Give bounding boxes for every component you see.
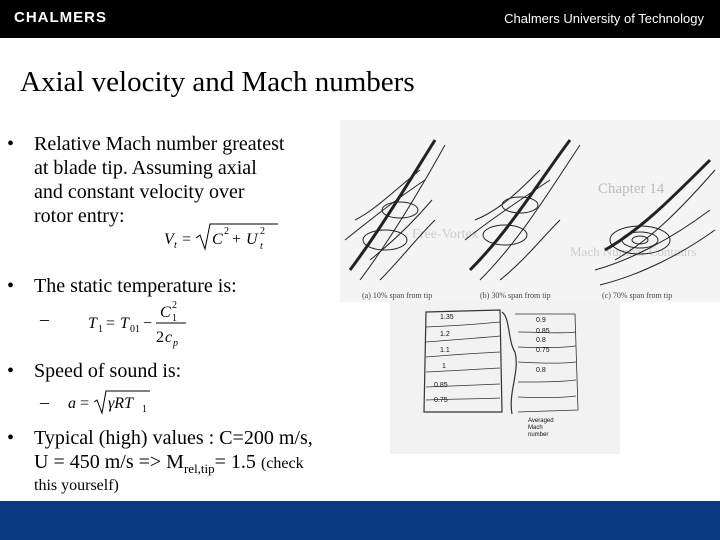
svg-text:C: C: [160, 304, 171, 321]
university-name: Chalmers University of Technology: [504, 11, 704, 26]
check-note-continued: this yourself): [34, 477, 119, 494]
svg-text:2: 2: [224, 226, 229, 237]
panel-caption: (a) 10% span from tip: [362, 291, 433, 300]
bullet-relative-mach: [7, 132, 285, 228]
svg-text:2: 2: [172, 300, 177, 311]
svg-text:=: =: [80, 395, 90, 412]
svg-text:t: t: [260, 241, 263, 252]
svg-text:T: T: [88, 315, 97, 332]
svg-text:a: a: [68, 395, 76, 412]
slide-title: Axial velocity and Mach numbers: [20, 66, 415, 98]
panel-caption: (c) 70% span from tip: [602, 291, 673, 300]
bullet-text: Speed of sound is:: [34, 360, 182, 382]
svg-text:1: 1: [98, 324, 103, 335]
bullet-dot: •: [7, 275, 15, 297]
contour-label: 0.85: [536, 328, 550, 335]
contour-label: 0.75: [434, 397, 448, 404]
svg-text:=: =: [106, 315, 116, 332]
averaged-mach-figure: [390, 302, 620, 454]
bullet-line: and constant velocity over: [34, 181, 245, 203]
averaged-mach-drawing: [390, 302, 620, 454]
faded-text: Mach Number Contours: [570, 244, 697, 259]
check-note: (check: [260, 455, 304, 472]
sub-dash: –: [40, 392, 49, 412]
bullet-typical-values: [7, 426, 313, 481]
svg-text:1: 1: [142, 404, 147, 415]
faded-chapter-text: Chapter 14: [598, 181, 665, 197]
mach-value: = 1.5: [214, 451, 256, 473]
bullet-speed-of-sound: [7, 359, 182, 383]
svg-text:U: U: [246, 231, 258, 248]
contour-label: 0.8: [536, 367, 546, 374]
svg-text:=: =: [182, 231, 192, 248]
contour-label: 1.1: [440, 347, 450, 354]
faded-text: Free-Vortex: [412, 227, 479, 242]
svg-text:−: −: [143, 315, 153, 332]
footer-bar: [0, 501, 720, 540]
typical-values-text: U = 450 m/s => M: [34, 451, 184, 473]
panel-caption: (b) 30% span from tip: [480, 291, 551, 300]
contour-label: 1.35: [440, 314, 454, 321]
svg-text:T: T: [120, 315, 129, 332]
legend-text: Mach: [528, 425, 543, 431]
blade-contour-drawing: [340, 120, 720, 302]
contour-label: 0.75: [536, 347, 550, 354]
svg-text:p: p: [173, 338, 178, 349]
legend-text: number: [528, 432, 549, 438]
svg-text:01: 01: [130, 324, 140, 335]
legend-text: Averaged: [528, 418, 554, 424]
chalmers-logo: CHALMERS: [14, 9, 107, 26]
sub-dash: –: [40, 309, 49, 329]
bullet-dot: •: [7, 427, 15, 449]
svg-text:2: 2: [260, 226, 265, 237]
svg-text:t: t: [174, 240, 177, 251]
formula-relative-velocity: [162, 220, 282, 254]
contour-label: 0.9: [536, 317, 546, 324]
bullet-dot: •: [7, 360, 15, 382]
bullet-static-temperature: [7, 274, 237, 298]
bullet-dot: •: [7, 133, 15, 155]
bullet-line: at blade tip. Assuming axial: [34, 157, 257, 179]
blade-mach-contour-figure: [340, 120, 720, 302]
svg-text:2: 2: [156, 329, 164, 346]
svg-text:+: +: [232, 231, 242, 248]
mach-subscript: rel,tip: [183, 461, 215, 476]
contour-label: 1: [442, 363, 446, 370]
bullet-line: Relative Mach number greatest: [34, 133, 285, 155]
formula-speed-of-sound: [66, 388, 156, 418]
contour-label: 1.2: [440, 331, 450, 338]
bullet-text: The static temperature is:: [34, 275, 237, 297]
header-bar: [0, 0, 720, 38]
formula-static-temperature: [86, 297, 196, 353]
contour-label: 0.85: [434, 382, 448, 389]
svg-text:V: V: [164, 231, 174, 248]
svg-text:γRT: γRT: [108, 395, 133, 412]
bullet-line: Typical (high) values : C=200 m/s,: [34, 427, 313, 449]
svg-text:c: c: [165, 329, 173, 346]
bullet-line: rotor entry:: [34, 205, 125, 227]
contour-label: 0.8: [536, 337, 546, 344]
svg-text:C: C: [212, 231, 223, 248]
svg-text:1: 1: [172, 313, 177, 324]
